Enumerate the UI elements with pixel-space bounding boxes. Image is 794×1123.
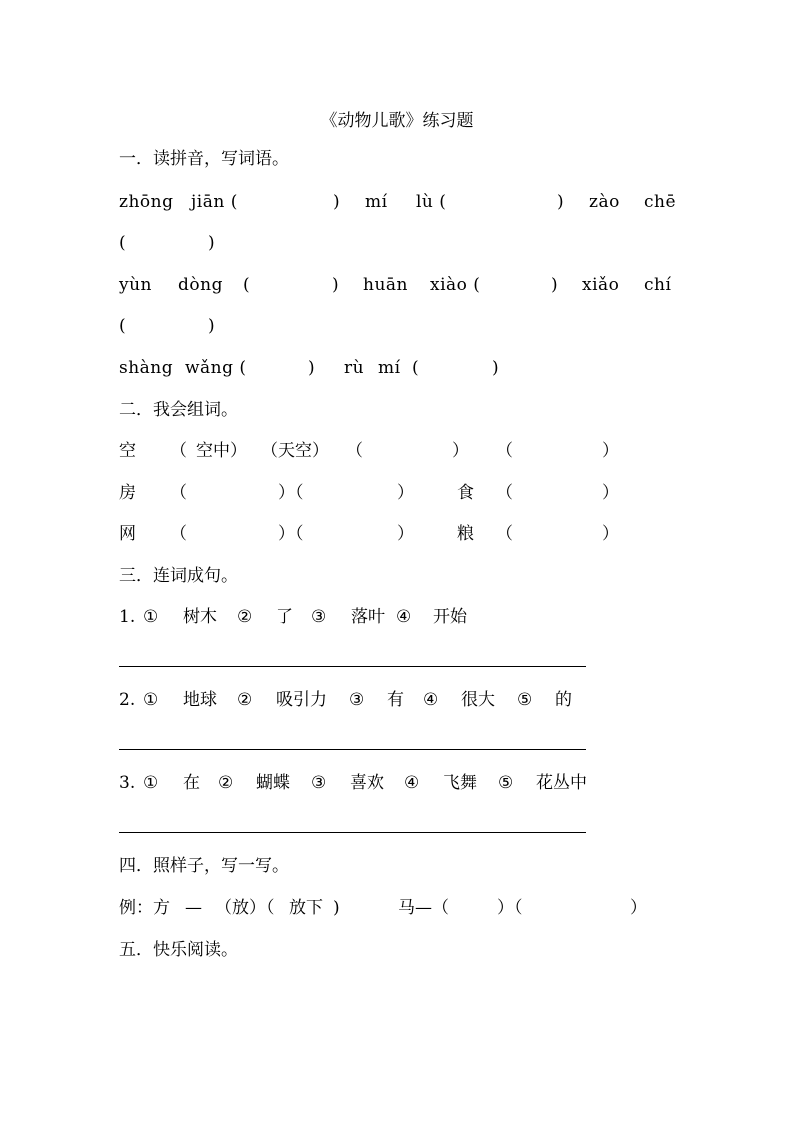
answer-line bbox=[119, 666, 586, 667]
section-2-heading: 二．我会组词。 bbox=[119, 400, 238, 420]
section-5-heading: 五．快乐阅读。 bbox=[119, 940, 238, 960]
pinyin: dòng bbox=[178, 275, 223, 295]
pinyin: yùn bbox=[119, 275, 153, 295]
word-card: 在 bbox=[183, 773, 200, 793]
bracket-close: ） bbox=[397, 483, 414, 503]
word-card: 花丛中 bbox=[536, 773, 587, 793]
circled-number: ① bbox=[143, 607, 159, 627]
bracket-close: ） bbox=[452, 441, 469, 461]
zuci-char: 网 bbox=[119, 524, 136, 544]
pinyin: chí bbox=[644, 275, 672, 295]
circled-number: ① bbox=[143, 773, 159, 793]
bracket-open: （ bbox=[496, 483, 513, 503]
pinyin: shàng bbox=[119, 358, 174, 378]
bracket-open: （ bbox=[496, 441, 513, 461]
bracket-close: ） bbox=[602, 524, 619, 544]
pinyin: xiǎo bbox=[582, 275, 620, 295]
bracket-close: ） bbox=[602, 441, 619, 461]
circled-number: ① bbox=[143, 690, 159, 710]
dash: — bbox=[185, 898, 202, 918]
example-answer: 放下 bbox=[289, 898, 323, 918]
word-card: 地球 bbox=[183, 690, 217, 710]
worksheet-title: 《动物儿歌》练习题 bbox=[320, 111, 474, 131]
bracket-close: ) bbox=[333, 192, 341, 212]
bracket-close: ) bbox=[492, 358, 500, 378]
example-word: （天空） bbox=[261, 441, 329, 461]
bracket-open: （ bbox=[346, 441, 363, 461]
pinyin: wǎng ( bbox=[185, 358, 247, 378]
sentence-number: 1. bbox=[119, 607, 136, 627]
section-3-heading: 三．连词成句。 bbox=[119, 566, 238, 586]
pinyin: lù ( bbox=[416, 192, 447, 212]
bracket-close: ) bbox=[208, 316, 216, 336]
answer-line bbox=[119, 832, 586, 833]
word-card: 吸引力 bbox=[276, 690, 327, 710]
word-card: 蝴蝶 bbox=[256, 773, 290, 793]
zuci-char: 食 bbox=[457, 483, 474, 503]
example-word: 空中） bbox=[196, 441, 247, 461]
pinyin: mí bbox=[365, 192, 388, 212]
bracket-open: （ bbox=[170, 524, 187, 544]
section-4-heading: 四．照样子，写一写。 bbox=[119, 856, 289, 876]
bracket-close: ) bbox=[208, 233, 216, 253]
bracket-close: ) bbox=[308, 358, 316, 378]
bracket-open: （ bbox=[170, 441, 187, 461]
bracket-pair: ）（ bbox=[497, 898, 523, 918]
pinyin: mí bbox=[378, 358, 401, 378]
pinyin: chē bbox=[644, 192, 677, 212]
word-card: 的 bbox=[555, 690, 572, 710]
word-card: 有 bbox=[387, 690, 404, 710]
sentence-number: 3. bbox=[119, 773, 136, 793]
bracket-pair: ）（ bbox=[278, 524, 304, 544]
answer-line bbox=[119, 749, 586, 750]
exercise-char: 马—（ bbox=[398, 898, 449, 918]
bracket-close: ) bbox=[557, 192, 565, 212]
pinyin: xiào ( bbox=[430, 275, 481, 295]
word-card: 树木 bbox=[183, 607, 217, 627]
bracket-open: ( bbox=[119, 316, 127, 336]
zuci-char: 粮 bbox=[457, 524, 474, 544]
bracket-open: ( bbox=[119, 233, 127, 253]
circled-number: ④ bbox=[423, 690, 439, 710]
circled-number: ③ bbox=[349, 690, 365, 710]
circled-number: ④ bbox=[396, 607, 412, 627]
pinyin: zào bbox=[589, 192, 620, 212]
circled-number: ② bbox=[237, 607, 253, 627]
word-card: 开始 bbox=[433, 607, 467, 627]
word-card: 很大 bbox=[461, 690, 495, 710]
pinyin: rù bbox=[344, 358, 365, 378]
bracket-close: ） bbox=[397, 524, 414, 544]
circled-number: ④ bbox=[404, 773, 420, 793]
circled-number: ⑤ bbox=[498, 773, 514, 793]
bracket-open: ( bbox=[412, 358, 420, 378]
example-answer: （放）（ bbox=[215, 898, 275, 918]
bracket-close: ) bbox=[551, 275, 559, 295]
circled-number: ② bbox=[237, 690, 253, 710]
section-1-heading: 一．读拼音，写词语。 bbox=[119, 149, 289, 169]
circled-number: ③ bbox=[311, 607, 327, 627]
bracket-close: ) bbox=[333, 898, 340, 918]
circled-number: ③ bbox=[311, 773, 327, 793]
bracket-close: ） bbox=[602, 483, 619, 503]
word-card: 了 bbox=[276, 607, 293, 627]
sentence-number: 2. bbox=[119, 690, 136, 710]
circled-number: ⑤ bbox=[517, 690, 533, 710]
bracket-open: （ bbox=[170, 483, 187, 503]
bracket-close: ） bbox=[630, 898, 647, 918]
pinyin: jiān ( bbox=[191, 192, 238, 212]
bracket-open: ( bbox=[243, 275, 251, 295]
zuci-char: 空 bbox=[119, 441, 136, 461]
word-card: 喜欢 bbox=[350, 773, 384, 793]
bracket-open: （ bbox=[496, 524, 513, 544]
word-card: 落叶 bbox=[351, 607, 385, 627]
bracket-close: ) bbox=[332, 275, 340, 295]
circled-number: ② bbox=[218, 773, 234, 793]
word-card: 飞舞 bbox=[443, 773, 477, 793]
example-label: 例：方 bbox=[119, 898, 170, 918]
zuci-char: 房 bbox=[119, 483, 136, 503]
bracket-pair: ）（ bbox=[278, 483, 304, 503]
pinyin: huān bbox=[363, 275, 408, 295]
pinyin: zhōng bbox=[119, 192, 174, 212]
